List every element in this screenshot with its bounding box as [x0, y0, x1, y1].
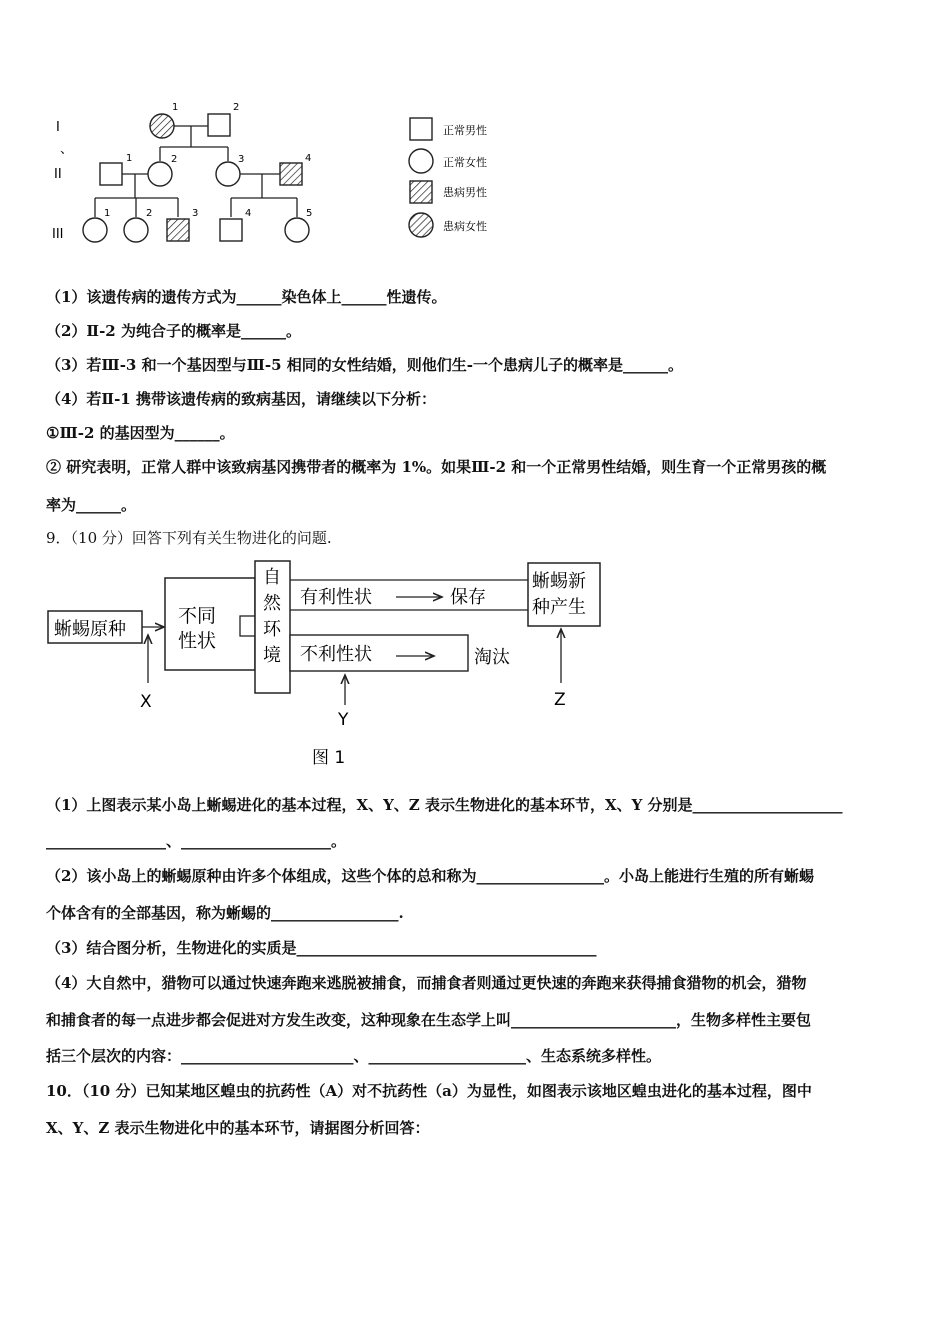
- pedigree-chart: [40, 95, 510, 255]
- legend-affected-male-label: 患病男性: [443, 186, 487, 199]
- I-1-number: 1: [172, 102, 179, 113]
- legend-affected-female-symbol: [409, 213, 433, 237]
- preserve-label: 保存: [450, 587, 486, 608]
- q8-line-5: ①Ⅲ-2 的基因型为______。: [46, 424, 235, 442]
- III-5-normal-female: [285, 218, 309, 242]
- III-3-affected-male: [167, 219, 189, 241]
- q9-line-5: （3）结合图分析，生物进化的实质是________________________________________: [46, 939, 597, 957]
- II-1-normal-male: [100, 163, 122, 185]
- q10-line-1: 10．（10 分）已知某地区蝗虫的抗药性（A）对不抗药性（a）为显性，如图表示该地区蝗虫进化的基本过程，图中: [46, 1082, 812, 1100]
- II-2-number: 2: [171, 154, 178, 165]
- unfavorable-label: 不利性状: [300, 644, 372, 665]
- II-3-normal-female: [216, 162, 240, 186]
- new-species-label-2: 种产生: [532, 597, 586, 618]
- evolution-diagram: [40, 555, 620, 775]
- III-5-number: 5: [306, 208, 313, 219]
- q9-line-4: 个体含有的全部基因，称为蜥蜴的_________________.: [46, 904, 404, 922]
- legend-normal-male-symbol: [410, 118, 432, 140]
- env-label-2: 然: [263, 593, 281, 614]
- q8-line-6: ② 研究表明，正常人群中该致病基冈携带者的概率为 1%。如果Ⅲ-2 和一个正常男性结婚，则生育一个正常男孩的概: [46, 458, 827, 476]
- q9-line-8: 括三个层次的内容：_______________________、_____________________、生态系统多样性。: [46, 1047, 662, 1065]
- q9-title: 9．（10 分）回答下列有关生物进化的问题.: [46, 529, 332, 547]
- III-2-normal-female: [124, 218, 148, 242]
- traits-label-1: 不同: [178, 605, 217, 627]
- q10-line-2: X、Y、Z 表示生物进化中的基本环节，请据图分析回答：: [46, 1119, 430, 1137]
- q9-line-1: （1）上图表示某小岛上蜥蜴进化的基本过程，X、Y、Z 表示生物进化的基本环节，X、Y 分别是____________________: [46, 796, 843, 814]
- env-label-3: 环: [263, 619, 281, 640]
- III-1-number: 1: [104, 208, 111, 219]
- legend-affected-female-label: 患病女性: [443, 220, 487, 233]
- eliminate-label: 淘汰: [474, 647, 510, 668]
- legend-normal-female-label: 正常女性: [443, 156, 487, 169]
- q9-line-7: 和捕食者的每一点进步都会促进对方发生改变，这种现象在生态学上叫______________________，生物多样性主要包: [46, 1011, 812, 1029]
- legend-affected-male-symbol: [410, 181, 432, 203]
- legend-normal-female-symbol: [409, 149, 433, 173]
- q8-line-1: （1）该遗传病的遗传方式为______染色体上______性遗传。: [46, 288, 447, 306]
- III-3-number: 3: [192, 208, 199, 219]
- III-4-number: 4: [245, 208, 252, 219]
- origin-label: 蜥蜴原种: [54, 619, 126, 640]
- z-label: Z: [554, 690, 566, 710]
- I-2-normal-male: [208, 114, 230, 136]
- III-4-normal-male: [220, 219, 242, 241]
- q8-line-2: （2）Ⅱ-2 为纯合子的概率是______。: [46, 322, 301, 340]
- gen-label-III: III: [52, 227, 64, 242]
- new-species-label-1: 蜥蜴新: [532, 571, 586, 592]
- III-1-normal-female: [83, 218, 107, 242]
- I-1-affected-female: [150, 114, 174, 138]
- env-label-4: 境: [263, 645, 281, 666]
- q9-line-6: （4）大自然中，猎物可以通过快速奔跑来逃脱被捕食，而捕食者则通过更快速的奔跑来获得捕食猎物的机会，猎物: [46, 974, 807, 992]
- II-2-normal-female: [148, 162, 172, 186]
- y-label: Y: [338, 710, 349, 730]
- II-4-affected-male: [280, 163, 302, 185]
- q9-line-2: ________________、____________________。: [46, 832, 347, 850]
- III-2-number: 2: [146, 208, 153, 219]
- traits-label-2: 性状: [178, 630, 217, 652]
- I-2-number: 2: [233, 102, 240, 113]
- env-label-1: 自: [263, 567, 281, 588]
- gen-label-I: I: [56, 120, 60, 135]
- q8-line-3: （3）若Ⅲ-3 和一个基因型与Ⅲ-5 相同的女性结婚，则他们生-一个患病儿子的概率是______。: [46, 356, 683, 374]
- II-1-number: 1: [126, 153, 133, 164]
- gen-label-II: II: [54, 167, 62, 182]
- favorable-label: 有利性状: [300, 587, 372, 608]
- II-4-number: 4: [305, 153, 312, 164]
- q8-line-7: 率为______。: [46, 496, 137, 514]
- gen-label-dot: 、: [60, 142, 74, 157]
- II-3-number: 3: [238, 154, 245, 165]
- x-label: X: [140, 692, 152, 712]
- q9-line-3: （2）该小岛上的蜥蜴原种由许多个体组成，这些个体的总和称为_________________。小岛上能进行生殖的所有蜥蜴: [46, 867, 814, 885]
- figure-caption: 图 1: [312, 748, 346, 768]
- q8-line-4: （4）若Ⅱ-1 携带该遗传病的致病基因，请继续以下分析：: [46, 390, 436, 408]
- legend-normal-male-label: 正常男性: [443, 124, 487, 137]
